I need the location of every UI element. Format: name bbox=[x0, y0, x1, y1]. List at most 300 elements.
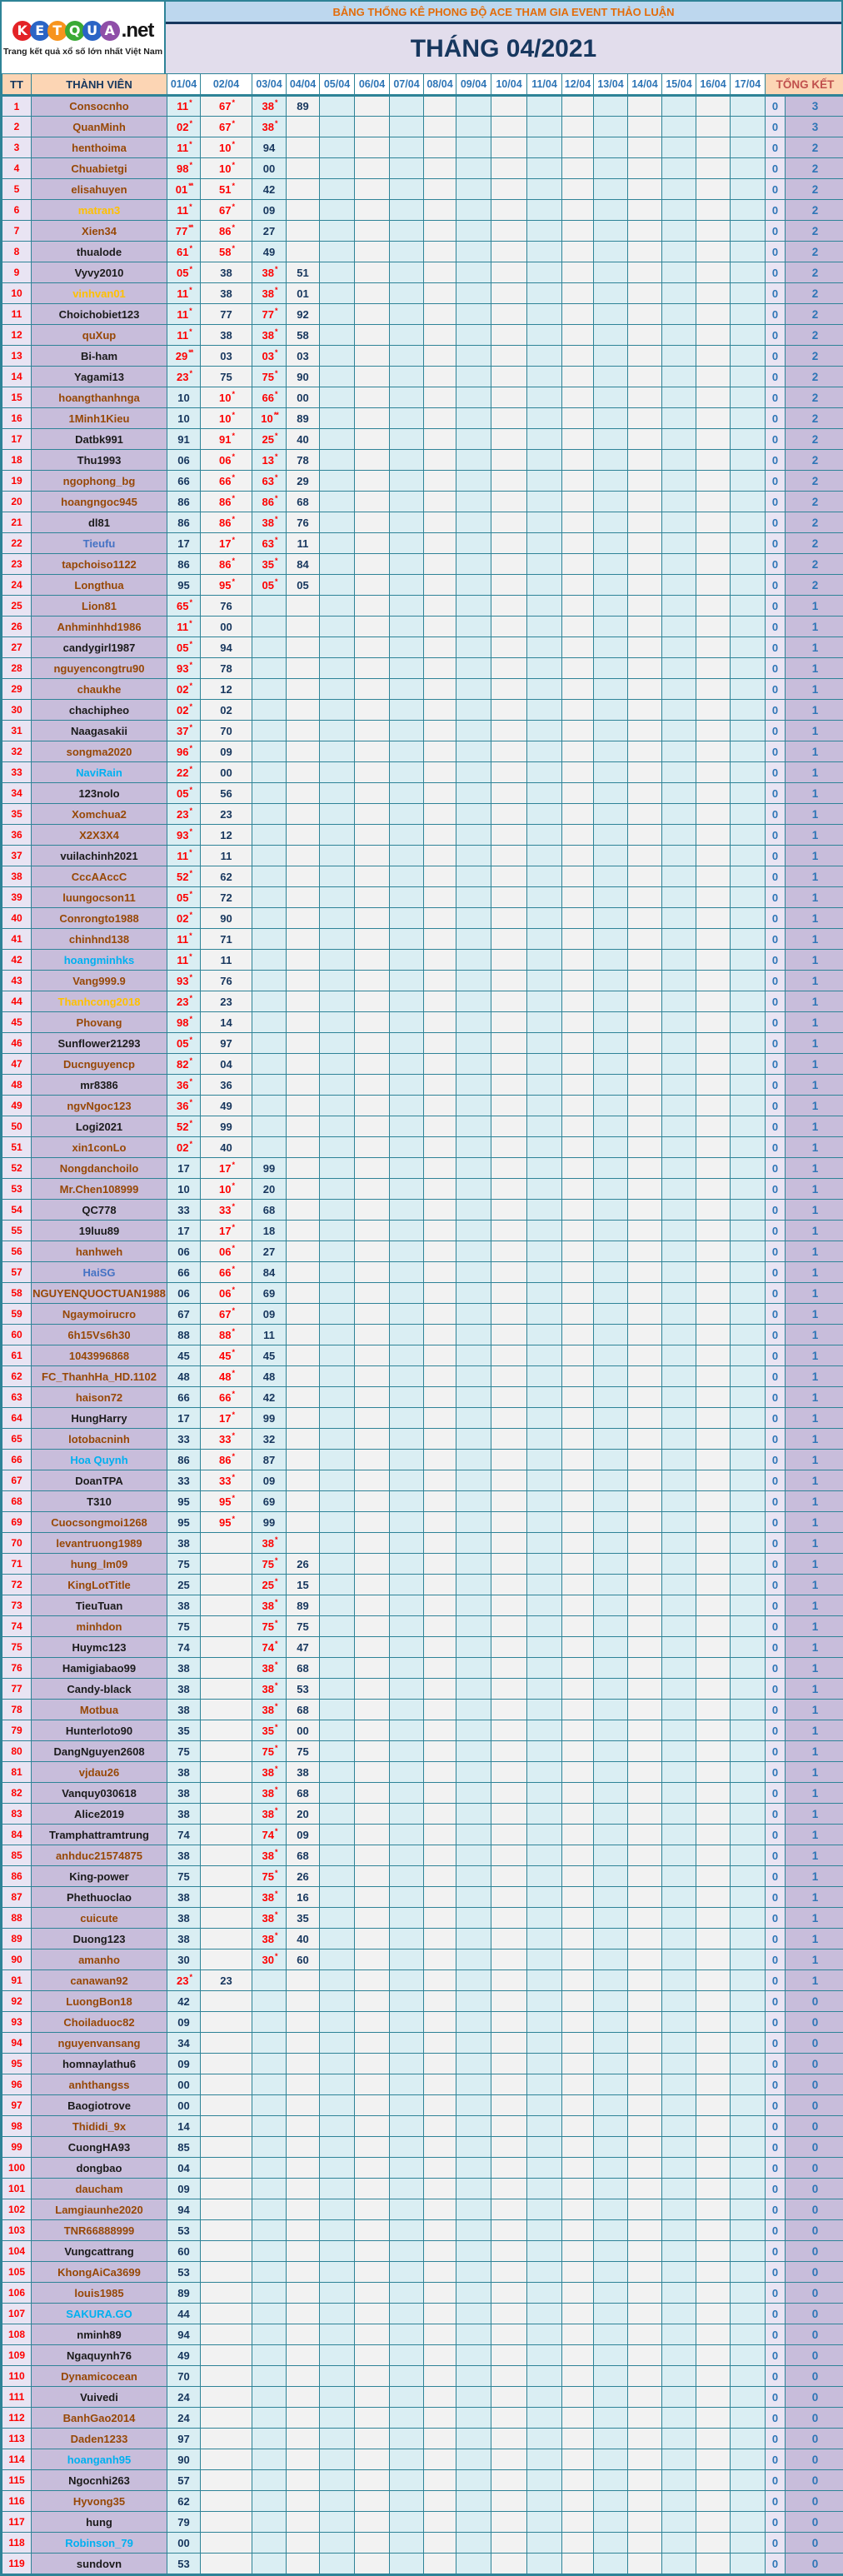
zero-cell: 0 bbox=[766, 1679, 786, 1700]
score-cell bbox=[456, 575, 491, 596]
score-cell bbox=[390, 1804, 424, 1825]
star-marker: * bbox=[274, 327, 277, 336]
score-cell bbox=[491, 2241, 527, 2262]
member-name: 1Minh1Kieu bbox=[32, 408, 167, 429]
score-cell bbox=[355, 971, 390, 991]
score-cell bbox=[355, 991, 390, 1012]
score-cell bbox=[287, 1158, 320, 1179]
table-row bbox=[2, 721, 843, 741]
score-value: 25 bbox=[262, 1578, 274, 1591]
score-value: 05 bbox=[177, 786, 189, 800]
score-cell bbox=[628, 1679, 662, 1700]
score-cell bbox=[594, 325, 628, 346]
score-cell bbox=[167, 1470, 201, 1491]
score-cell bbox=[527, 804, 562, 825]
score-cell bbox=[201, 783, 252, 804]
score-cell bbox=[594, 387, 628, 408]
score-cell bbox=[527, 2491, 562, 2512]
score-value: 49 bbox=[177, 2349, 190, 2362]
table-row bbox=[2, 2179, 843, 2199]
total-score-cell: 1 bbox=[786, 804, 843, 825]
member-name: louis1985 bbox=[32, 2283, 167, 2304]
score-cell bbox=[628, 679, 662, 700]
score-value: 74 bbox=[177, 1640, 190, 1654]
score-cell bbox=[491, 950, 527, 971]
score-cell bbox=[491, 1991, 527, 2012]
score-value: 86 bbox=[219, 557, 232, 571]
star-marker: * bbox=[274, 1951, 277, 1960]
score-value: 67 bbox=[219, 100, 232, 112]
score-cell bbox=[390, 1345, 424, 1366]
score-cell bbox=[628, 1325, 662, 1345]
score-cell bbox=[252, 2554, 287, 2574]
score-cell bbox=[252, 2012, 287, 2033]
row-number: 85 bbox=[2, 1845, 32, 1866]
score-cell bbox=[287, 2179, 320, 2199]
score-cell bbox=[320, 1491, 355, 1512]
score-cell bbox=[731, 1887, 766, 1908]
score-cell bbox=[355, 2304, 390, 2324]
score-cell bbox=[201, 96, 252, 117]
score-cell bbox=[662, 304, 696, 325]
score-cell bbox=[390, 1700, 424, 1720]
score-cell bbox=[167, 1845, 201, 1866]
score-cell bbox=[731, 2179, 766, 2199]
score-cell bbox=[628, 158, 662, 179]
star-marker: * bbox=[274, 514, 277, 523]
score-value: 11 bbox=[220, 849, 232, 862]
score-cell bbox=[696, 2137, 731, 2158]
score-cell bbox=[491, 1054, 527, 1075]
score-cell bbox=[287, 991, 320, 1012]
score-cell bbox=[390, 1949, 424, 1970]
score-cell bbox=[594, 2158, 628, 2179]
star-marker: * bbox=[232, 1389, 234, 1398]
table-row bbox=[2, 533, 843, 554]
score-cell bbox=[424, 1304, 456, 1325]
table-row bbox=[2, 950, 843, 971]
score-value: 04 bbox=[220, 1057, 232, 1071]
score-cell bbox=[167, 700, 201, 721]
score-cell bbox=[628, 1012, 662, 1033]
total-score-cell: 1 bbox=[786, 1804, 843, 1825]
score-cell bbox=[252, 1096, 287, 1116]
score-cell bbox=[252, 554, 287, 575]
score-cell bbox=[731, 1679, 766, 1700]
score-cell bbox=[562, 617, 594, 637]
zero-cell: 0 bbox=[766, 1221, 786, 1241]
score-cell bbox=[628, 1929, 662, 1949]
score-cell bbox=[527, 1700, 562, 1720]
row-number: 88 bbox=[2, 1908, 32, 1929]
score-cell bbox=[696, 1533, 731, 1554]
month-title: THÁNG 04/2021 bbox=[166, 24, 841, 73]
score-cell bbox=[594, 2304, 628, 2324]
score-cell bbox=[662, 1491, 696, 1512]
score-cell bbox=[662, 700, 696, 721]
logo-letter: U bbox=[82, 21, 102, 41]
member-name: Conrongto1988 bbox=[32, 908, 167, 929]
score-cell bbox=[355, 617, 390, 637]
score-value: 82 bbox=[177, 1057, 189, 1071]
score-cell bbox=[201, 137, 252, 158]
score-cell bbox=[287, 304, 320, 325]
total-score-cell: 3 bbox=[786, 96, 843, 117]
score-cell bbox=[662, 1720, 696, 1741]
score-cell bbox=[662, 200, 696, 221]
score-cell bbox=[662, 1179, 696, 1200]
score-cell bbox=[287, 1283, 320, 1304]
score-cell bbox=[390, 2262, 424, 2283]
member-name: DangNguyen2608 bbox=[32, 1741, 167, 1762]
score-cell bbox=[320, 2283, 355, 2304]
score-cell bbox=[390, 2408, 424, 2429]
member-name: HaiSG bbox=[32, 1262, 167, 1283]
score-cell bbox=[320, 1408, 355, 1429]
score-cell bbox=[201, 1116, 252, 1137]
row-number: 98 bbox=[2, 2116, 32, 2137]
score-cell bbox=[696, 346, 731, 367]
star-marker: * bbox=[232, 202, 234, 211]
row-number: 18 bbox=[2, 450, 32, 471]
score-cell bbox=[731, 783, 766, 804]
score-cell bbox=[320, 2324, 355, 2345]
score-cell bbox=[252, 596, 287, 617]
score-cell bbox=[491, 2324, 527, 2345]
score-value: 05 bbox=[297, 578, 309, 592]
score-cell bbox=[390, 450, 424, 471]
score-cell bbox=[696, 2074, 731, 2095]
zero-cell: 0 bbox=[766, 1054, 786, 1075]
score-cell bbox=[287, 179, 320, 200]
score-cell bbox=[594, 2262, 628, 2283]
score-cell bbox=[355, 1679, 390, 1700]
score-value: 72 bbox=[220, 891, 232, 904]
score-cell bbox=[731, 512, 766, 533]
score-cell bbox=[562, 2366, 594, 2387]
zero-cell: 0 bbox=[766, 2179, 786, 2199]
score-cell bbox=[731, 2158, 766, 2179]
score-cell bbox=[456, 304, 491, 325]
score-cell bbox=[662, 1200, 696, 1221]
table-row bbox=[2, 1595, 843, 1616]
score-value: 38 bbox=[262, 100, 274, 112]
column-header-date: 08/04 bbox=[424, 74, 456, 96]
score-cell bbox=[562, 1804, 594, 1825]
score-cell bbox=[456, 1470, 491, 1491]
score-cell bbox=[696, 908, 731, 929]
zero-cell: 0 bbox=[766, 137, 786, 158]
score-cell bbox=[662, 1658, 696, 1679]
score-cell bbox=[731, 679, 766, 700]
score-cell bbox=[167, 1491, 201, 1512]
score-cell bbox=[696, 450, 731, 471]
score-cell bbox=[731, 2054, 766, 2074]
star-marker: * bbox=[232, 139, 234, 148]
score-cell bbox=[320, 1054, 355, 1075]
score-cell bbox=[201, 1345, 252, 1366]
score-cell bbox=[201, 117, 252, 137]
score-cell bbox=[731, 721, 766, 741]
score-cell bbox=[390, 429, 424, 450]
score-cell bbox=[390, 1033, 424, 1054]
score-cell bbox=[320, 221, 355, 242]
row-number: 112 bbox=[2, 2408, 32, 2429]
score-cell bbox=[594, 2345, 628, 2366]
score-cell bbox=[562, 1658, 594, 1679]
score-cell bbox=[594, 1033, 628, 1054]
total-score-cell: 1 bbox=[786, 971, 843, 991]
score-cell bbox=[424, 575, 456, 596]
score-cell bbox=[696, 1408, 731, 1429]
score-cell bbox=[562, 179, 594, 200]
score-cell bbox=[390, 1429, 424, 1450]
star-marker: * bbox=[189, 701, 192, 711]
column-header-date: 10/04 bbox=[491, 74, 527, 96]
score-cell bbox=[355, 575, 390, 596]
score-cell bbox=[456, 1616, 491, 1637]
score-cell bbox=[252, 2074, 287, 2095]
score-cell bbox=[491, 1825, 527, 1845]
total-score-cell: 1 bbox=[786, 866, 843, 887]
score-cell bbox=[167, 741, 201, 762]
score-cell bbox=[491, 1283, 527, 1304]
score-cell bbox=[320, 2074, 355, 2095]
score-cell bbox=[456, 179, 491, 200]
score-cell bbox=[594, 887, 628, 908]
score-cell bbox=[287, 1345, 320, 1366]
score-value: 49 bbox=[262, 245, 276, 258]
total-score-cell: 2 bbox=[786, 346, 843, 367]
score-cell bbox=[252, 1533, 287, 1554]
column-header-date: 06/04 bbox=[355, 74, 390, 96]
score-cell bbox=[390, 1512, 424, 1533]
score-value: 40 bbox=[297, 1932, 309, 1945]
score-cell bbox=[662, 1262, 696, 1283]
score-cell bbox=[167, 971, 201, 991]
table-row bbox=[2, 762, 843, 783]
score-cell bbox=[731, 367, 766, 387]
star-marker: * bbox=[232, 1430, 234, 1440]
table-row bbox=[2, 2512, 843, 2533]
score-cell bbox=[456, 2470, 491, 2491]
score-cell bbox=[355, 2241, 390, 2262]
score-cell bbox=[527, 929, 562, 950]
score-cell bbox=[456, 741, 491, 762]
score-cell bbox=[628, 1221, 662, 1241]
score-value: 74 bbox=[177, 1828, 190, 1841]
score-cell bbox=[456, 2449, 491, 2470]
score-value: 10 bbox=[261, 412, 273, 425]
score-cell bbox=[594, 2179, 628, 2199]
score-cell bbox=[390, 346, 424, 367]
score-cell bbox=[355, 450, 390, 471]
score-cell bbox=[527, 1283, 562, 1304]
score-cell bbox=[167, 658, 201, 679]
score-cell bbox=[424, 2033, 456, 2054]
score-cell bbox=[201, 2054, 252, 2074]
score-value: 99 bbox=[262, 1161, 276, 1175]
score-cell bbox=[594, 1554, 628, 1575]
member-name: thualode bbox=[32, 242, 167, 262]
score-cell bbox=[287, 1887, 320, 1908]
total-score-cell: 1 bbox=[786, 1783, 843, 1804]
score-cell bbox=[287, 2158, 320, 2179]
score-cell bbox=[201, 762, 252, 783]
score-cell bbox=[628, 2512, 662, 2533]
score-cell bbox=[594, 971, 628, 991]
score-cell bbox=[424, 2199, 456, 2220]
score-value: 62 bbox=[177, 2494, 190, 2508]
score-cell bbox=[355, 1991, 390, 2012]
row-number: 37 bbox=[2, 846, 32, 866]
score-cell bbox=[390, 2095, 424, 2116]
score-cell bbox=[390, 1116, 424, 1137]
score-cell bbox=[456, 2095, 491, 2116]
score-cell bbox=[491, 2179, 527, 2199]
table-row bbox=[2, 783, 843, 804]
score-cell bbox=[390, 1783, 424, 1804]
score-cell bbox=[628, 1241, 662, 1262]
row-number: 12 bbox=[2, 325, 32, 346]
score-cell bbox=[424, 158, 456, 179]
score-cell bbox=[252, 1866, 287, 1887]
member-name: NaviRain bbox=[32, 762, 167, 783]
star-marker: * bbox=[189, 972, 192, 981]
score-cell bbox=[167, 1325, 201, 1345]
score-cell bbox=[662, 387, 696, 408]
score-cell bbox=[424, 596, 456, 617]
score-cell bbox=[390, 262, 424, 283]
score-cell bbox=[355, 304, 390, 325]
score-cell bbox=[252, 1700, 287, 1720]
score-cell bbox=[562, 2179, 594, 2199]
member-name: Bi-ham bbox=[32, 346, 167, 367]
score-cell bbox=[390, 908, 424, 929]
score-cell bbox=[731, 804, 766, 825]
score-cell bbox=[424, 2262, 456, 2283]
score-cell bbox=[424, 908, 456, 929]
row-number: 3 bbox=[2, 137, 32, 158]
score-cell bbox=[424, 325, 456, 346]
score-cell bbox=[527, 2116, 562, 2137]
row-number: 59 bbox=[2, 1304, 32, 1325]
member-name: anhduc21574875 bbox=[32, 1845, 167, 1866]
row-number: 110 bbox=[2, 2366, 32, 2387]
zero-cell: 0 bbox=[766, 1096, 786, 1116]
total-score-cell: 1 bbox=[786, 1366, 843, 1387]
score-cell bbox=[390, 221, 424, 242]
score-cell bbox=[731, 2387, 766, 2408]
score-cell bbox=[662, 2116, 696, 2137]
score-cell bbox=[252, 2199, 287, 2220]
score-value: 17 bbox=[177, 537, 190, 550]
zero-cell: 0 bbox=[766, 2137, 786, 2158]
score-cell bbox=[201, 2554, 252, 2574]
score-cell bbox=[594, 1262, 628, 1283]
score-cell bbox=[662, 2324, 696, 2345]
score-cell bbox=[731, 2470, 766, 2491]
score-cell bbox=[628, 741, 662, 762]
score-cell bbox=[287, 783, 320, 804]
score-cell bbox=[355, 1116, 390, 1137]
score-value: 38 bbox=[262, 266, 274, 279]
member-name: Sunflower21293 bbox=[32, 1033, 167, 1054]
score-cell bbox=[320, 1096, 355, 1116]
score-cell bbox=[594, 471, 628, 492]
score-cell bbox=[320, 846, 355, 866]
total-score-cell: 1 bbox=[786, 1387, 843, 1408]
score-cell bbox=[424, 1408, 456, 1429]
score-cell bbox=[527, 533, 562, 554]
member-name: chinhnd138 bbox=[32, 929, 167, 950]
zero-cell: 0 bbox=[766, 2158, 786, 2179]
score-cell bbox=[390, 700, 424, 721]
score-cell bbox=[252, 1804, 287, 1825]
score-cell bbox=[491, 617, 527, 637]
score-cell bbox=[696, 1262, 731, 1283]
score-cell bbox=[320, 783, 355, 804]
score-cell bbox=[527, 1637, 562, 1658]
score-cell bbox=[355, 1804, 390, 1825]
score-cell bbox=[355, 700, 390, 721]
score-cell bbox=[287, 1012, 320, 1033]
score-cell bbox=[167, 617, 201, 637]
score-cell bbox=[491, 1408, 527, 1429]
score-value: 60 bbox=[297, 1953, 309, 1966]
score-cell bbox=[456, 1304, 491, 1325]
table-row bbox=[2, 1970, 843, 1991]
score-value: 53 bbox=[177, 2265, 190, 2279]
score-cell bbox=[252, 1637, 287, 1658]
row-number: 100 bbox=[2, 2158, 32, 2179]
table-row bbox=[2, 1470, 843, 1491]
row-number: 81 bbox=[2, 1762, 32, 1783]
score-cell bbox=[594, 1783, 628, 1804]
star-marker: * bbox=[232, 410, 234, 419]
score-cell bbox=[252, 283, 287, 304]
score-value: 96 bbox=[177, 745, 189, 758]
score-cell bbox=[491, 2512, 527, 2533]
score-cell bbox=[662, 950, 696, 971]
score-cell bbox=[167, 1970, 201, 1991]
score-cell bbox=[355, 1700, 390, 1720]
score-cell bbox=[628, 325, 662, 346]
score-cell bbox=[287, 929, 320, 950]
score-cell bbox=[355, 2429, 390, 2449]
table-row bbox=[2, 2345, 843, 2366]
row-number: 90 bbox=[2, 1949, 32, 1970]
score-value: 77 bbox=[175, 224, 188, 237]
row-number: 58 bbox=[2, 1283, 32, 1304]
score-cell bbox=[424, 1325, 456, 1345]
score-cell bbox=[355, 137, 390, 158]
score-cell bbox=[252, 1887, 287, 1908]
score-value: 00 bbox=[297, 1724, 309, 1737]
score-value: 63 bbox=[262, 474, 274, 487]
member-name: tapchoiso1122 bbox=[32, 554, 167, 575]
score-cell bbox=[167, 866, 201, 887]
score-cell bbox=[562, 1179, 594, 1200]
score-cell bbox=[628, 1575, 662, 1595]
score-cell bbox=[355, 1012, 390, 1033]
score-cell bbox=[320, 1450, 355, 1470]
score-cell bbox=[527, 596, 562, 617]
score-cell bbox=[390, 658, 424, 679]
score-cell bbox=[320, 1137, 355, 1158]
zero-cell: 0 bbox=[766, 2345, 786, 2366]
score-cell bbox=[287, 346, 320, 367]
